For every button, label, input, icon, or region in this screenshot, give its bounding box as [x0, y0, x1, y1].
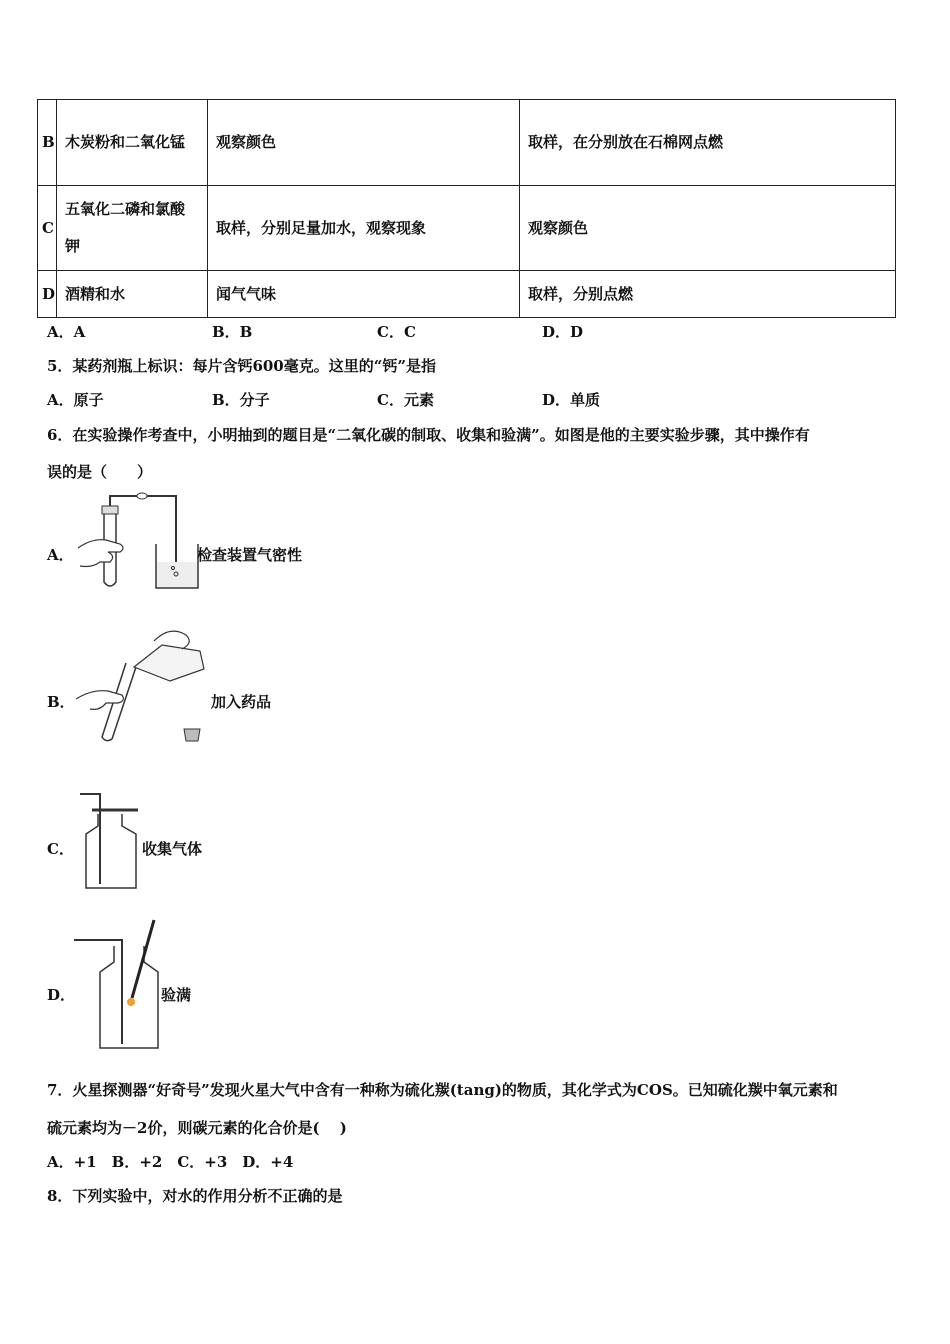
q7-stem-line2: 硫元素均为－2价，则碳元素的化合价是( ) — [47, 1119, 347, 1137]
method1-cell: 取样，分别足量加水，观察现象 — [208, 186, 520, 271]
method2-cell: 取样，分别点燃 — [520, 271, 896, 318]
q7-options[interactable]: A．+1 B．+2 C．+3 D．+4 — [47, 1153, 294, 1171]
airtightness-check-illustration — [70, 490, 200, 595]
q6-option-c-caption: 收集气体 — [142, 840, 203, 858]
q5-option-a[interactable]: A．原子 — [47, 391, 104, 409]
q8-stem: 8．下列实验中，对水的作用分析不正确的是 — [47, 1187, 343, 1205]
q6-option-c-letter[interactable]: C． — [47, 840, 74, 858]
full-check-illustration — [72, 918, 164, 1053]
q4-option-a[interactable]: A．A — [47, 323, 86, 341]
row-label: B — [38, 100, 57, 186]
q4-table — [37, 99, 896, 318]
q6-option-a-letter[interactable]: A． — [47, 546, 74, 564]
row-label: D — [38, 271, 57, 318]
q6-option-d-caption: 验满 — [161, 986, 192, 1004]
method2-cell: 取样，在分别放在石棉网点燃 — [520, 100, 896, 186]
adding-reagent-illustration — [70, 625, 210, 745]
q5-stem: 5．某药剂瓶上标识：每片含钙600毫克。这里的“钙”是指 — [47, 357, 437, 375]
substances-cell: 酒精和水 — [57, 271, 208, 318]
gas-collection-illustration — [76, 788, 142, 892]
substances-cell: 木炭粉和二氧化锰 — [57, 100, 208, 186]
q4-option-b[interactable]: B．B — [212, 323, 253, 341]
table-row — [38, 186, 896, 271]
table-row — [38, 271, 896, 318]
row-label: C — [38, 186, 57, 271]
q5-option-b[interactable]: B．分子 — [212, 391, 270, 409]
q6-option-d-letter[interactable]: D． — [47, 986, 76, 1004]
q5-option-d[interactable]: D．单质 — [542, 391, 601, 409]
q4-option-c[interactable]: C．C — [377, 323, 416, 341]
q6-stem-line2: 误的是（ ） — [47, 463, 153, 481]
q7-stem-line1: 7．火星探测器“好奇号”发现火星大气中含有一种称为硫化羰(tang)的物质，其化学式为COS。已知硫化羰中氧元素和 — [47, 1081, 838, 1099]
q6-option-b-caption: 加入药品 — [211, 693, 272, 711]
q6-stem-line1: 6．在实验操作考查中，小明抽到的题目是“二氧化碳的制取、收集和验满”。如图是他的主要实验步骤，其中操作有 — [47, 426, 810, 444]
table-row — [38, 100, 896, 186]
q5-option-c[interactable]: C．元素 — [377, 391, 434, 409]
q4-option-d[interactable]: D．D — [542, 323, 584, 341]
substances-cell: 五氧化二磷和氯酸钾 — [57, 186, 208, 271]
q6-option-b-letter[interactable]: B． — [47, 693, 75, 711]
method2-cell: 观察颜色 — [520, 186, 896, 271]
method1-cell: 闻气气味 — [208, 271, 520, 318]
method1-cell: 观察颜色 — [208, 100, 520, 186]
q6-option-a-caption: 检查装置气密性 — [197, 546, 303, 564]
